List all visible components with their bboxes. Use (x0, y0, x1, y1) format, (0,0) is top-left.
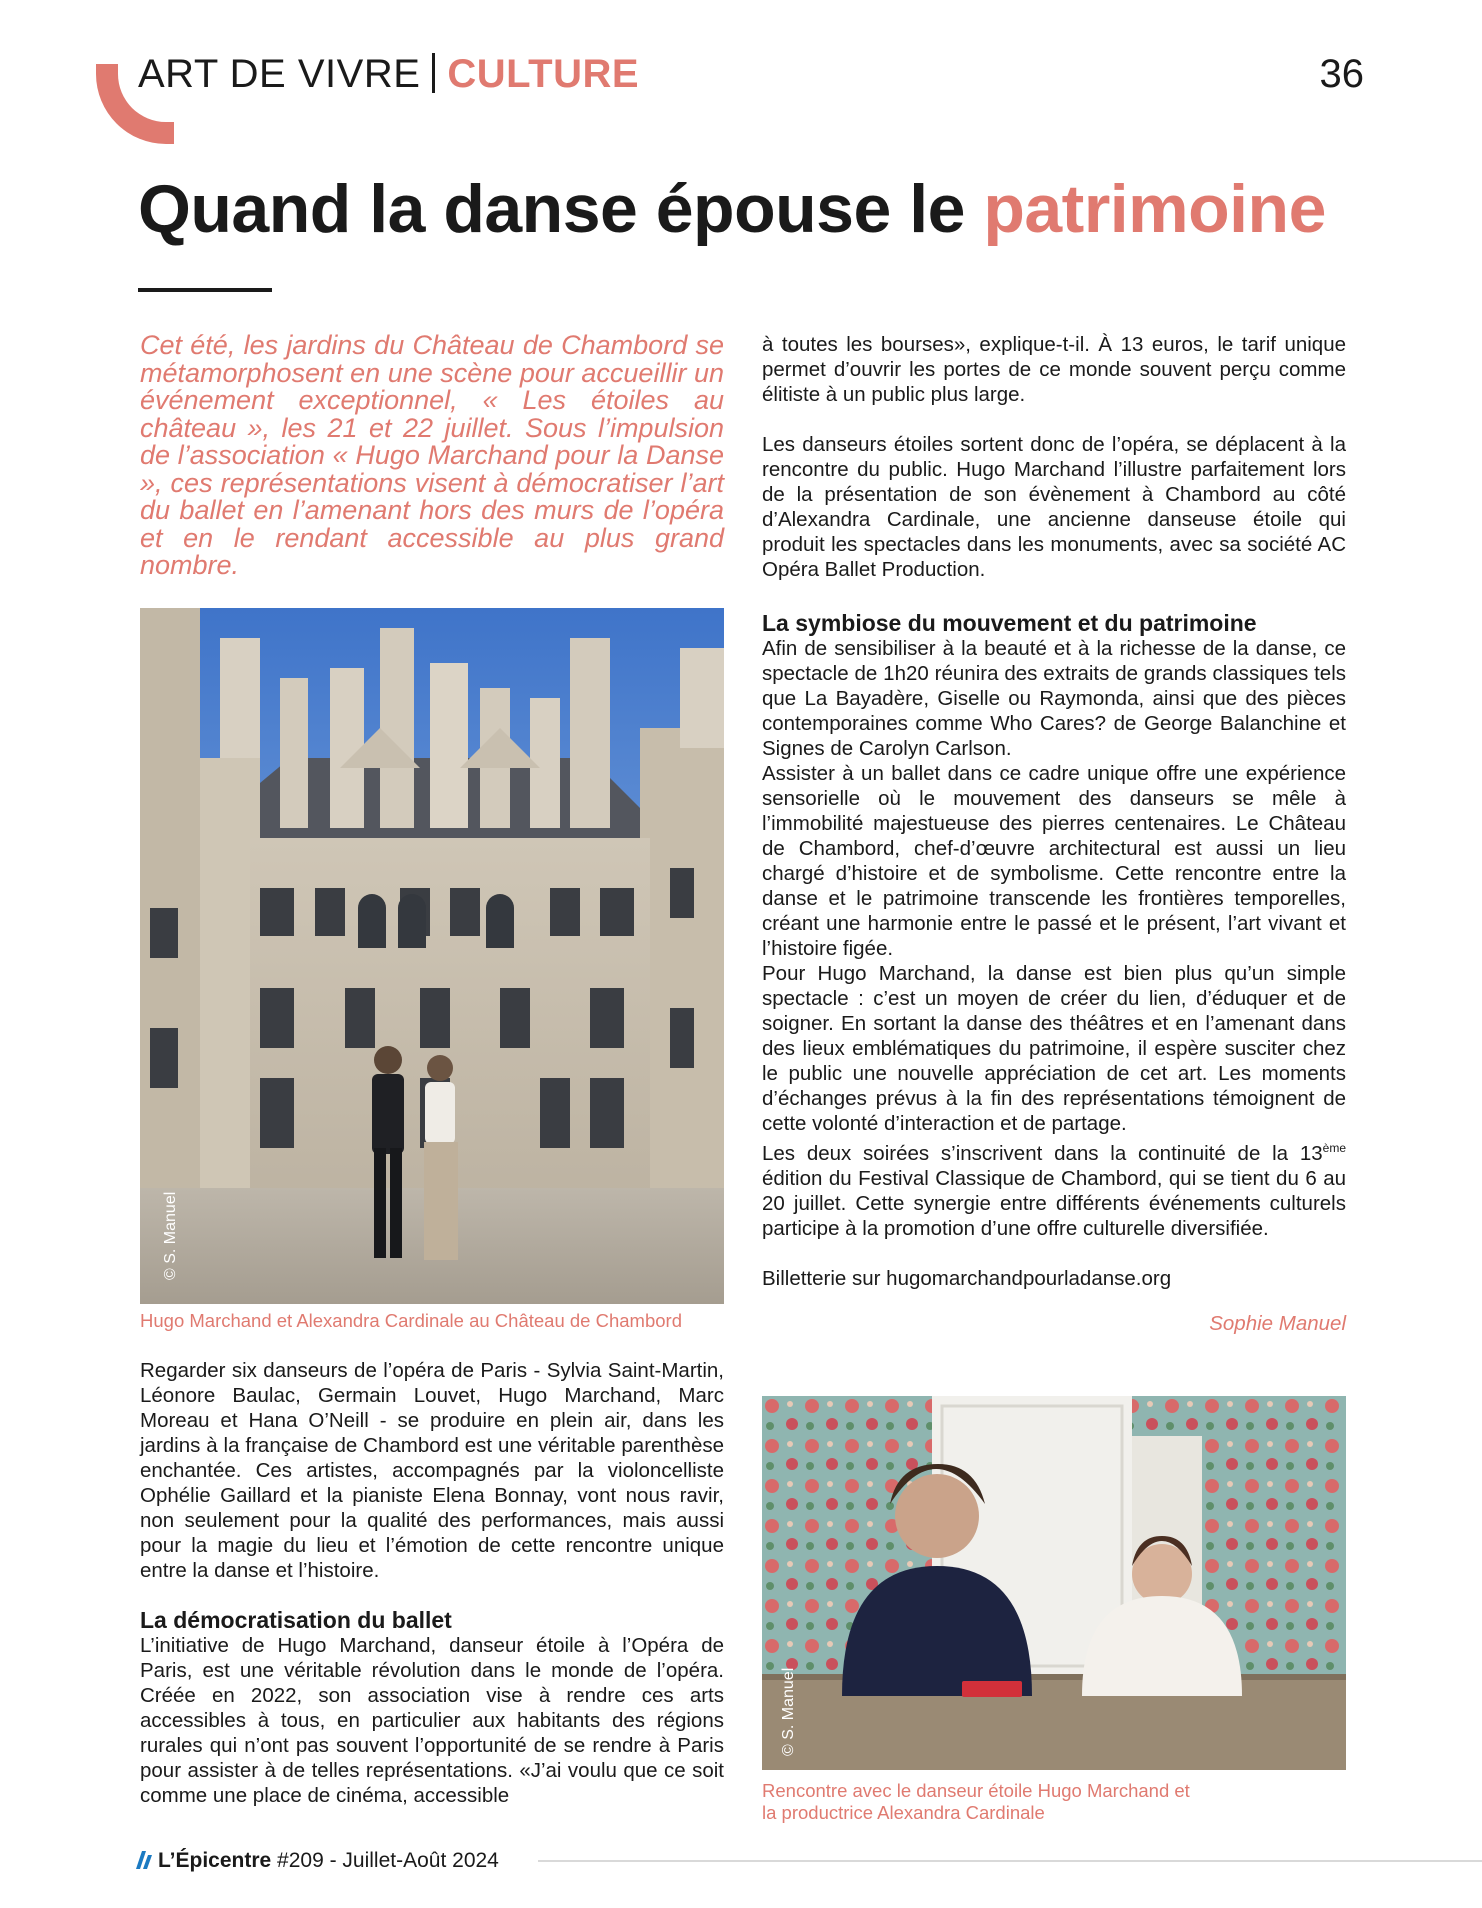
left-column-body (140, 1358, 724, 1808)
left-paragraph-1: Regarder six danseurs de l’opéra de Paris - Sylvia Saint-Martin, Léonore Baulac, Germain Louvet, Hugo Marchand, Marc Moreau et Hana O’Neill - se produire en plein air, dans les jardins à la française de Chambord est une véritable parenthèse enchantée. Ces artistes, accompagnés par la violoncelliste Ophélie Gaillard et la pianiste Elena Bonnay, vont nous ravir, non seulement pour la qualité des performances, mais aussi pour la magie du lieu et l’émotion de cette rencontre unique entre la danse et l’histoire. (140, 1359, 724, 1582)
photo2-caption (762, 1780, 1346, 1824)
section-label: ART DE VIVRE (138, 52, 421, 96)
photo1-credit: © S. Manuel (162, 1191, 179, 1280)
lead-paragraph: Cet été, les jardins du Château de Chambord se métamorphosent en une scène pour accueillir un événement exceptionnel, « Les étoiles au château », les 21 et 22 juillet. Sous l’impulsion de l’association « Hugo Marchand pour la Danse », ces représentations visent à démocratiser l’art du ballet en l’amenant hors des murs de l’opéra et en le rendant accessible au plus grand nombre. (140, 330, 724, 580)
photo-press-meeting (762, 1396, 1346, 1770)
rubric-divider (432, 53, 435, 93)
epicentre-logo-icon (134, 1849, 154, 1871)
photo2-credit: © S. Manuel (780, 1667, 797, 1756)
subhead-democratisation: La démocratisation du ballet (140, 1607, 452, 1633)
title-underline (138, 288, 272, 292)
footer-rule (538, 1860, 1482, 1862)
paragraph6-superscript: ème (1322, 1141, 1346, 1155)
right-paragraph-6 (762, 1136, 1346, 1241)
title-highlight: patrimoine (983, 171, 1326, 247)
ticketing-link[interactable]: Billetterie sur hugomarchandpourladanse.org (762, 1266, 1172, 1290)
footer-issue (158, 1849, 499, 1873)
chambord-illustration (140, 608, 724, 1304)
section-rubric (138, 52, 639, 97)
right-paragraph-3: Afin de sensibiliser à la beauté et à la richesse de la danse, ce spectacle de 1h20 réunira des extraits de grands classiques tels que La Bayadère, Giselle ou Raymonda, ainsi que des pièces contemporaines comme Who Cares? de George Balanchine et Signes de Carolyn Carlson. (762, 637, 1346, 760)
photo1-caption: Hugo Marchand et Alexandra Cardinale au Château de Chambord (140, 1310, 682, 1331)
footer-brand: L’Épicentre (158, 1849, 272, 1872)
right-paragraph-4: Assister à un ballet dans ce cadre unique offre une expérience sensorielle où le mouvement des danseurs se mêle à l’immobilité majestueuse des pierres centenaires. Le Château de Chambord, chef-d’œuvre architectural est aussi un lieu chargé d’histoire et de symbolisme. Cette rencontre entre la danse et le patrimoine transcende les frontières temporelles, créant une harmonie entre le passé et le présent, l’art vivant et l’histoire figée. (762, 762, 1346, 960)
right-paragraph-1: à toutes les bourses», explique-t-il. À 13 euros, le tarif unique permet d’ouvrir les portes de ce monde souvent perçu comme élitiste à un public plus large. (762, 333, 1346, 406)
photo2-caption-line2: la productrice Alexandra Cardinale (762, 1802, 1045, 1823)
right-paragraph-2: Les danseurs étoiles sortent donc de l’opéra, se déplacent à la rencontre du public. Hugo Marchand l’illustre parfaitement lors de la présentation de son évènement à Chambord au côté d’Alexandra Cardinale, une ancienne danseuse étoile qui produit les spectacles dans les monuments, avec sa société AC Opéra Ballet Production. (762, 433, 1346, 581)
right-paragraph-5: Pour Hugo Marchand, la danse est bien plus qu’un simple spectacle : c’est un moyen de créer du lien, d’éduquer et de soigner. En sortant la danse des théâtres et en l’amenant dans des lieux emblématiques du patrimoine, il espère susciter chez le public une nouvelle appréciation de cet art. Les moments d’échanges prévus à la fin des représentations témoignent de cette volonté d’interaction et de partage. (762, 962, 1346, 1135)
subhead-symbiose: La symbiose du mouvement et du patrimoine (762, 610, 1257, 636)
category-label: CULTURE (447, 52, 640, 96)
article-author: Sophie Manuel (1209, 1311, 1346, 1335)
paragraph6-start: Les deux soirées s’inscrivent dans la continuité de la 13 (762, 1141, 1323, 1165)
article-title (138, 170, 1326, 248)
paragraph6-end: édition du Festival Classique de Chambord, qui se tient du 6 au 20 juillet. Cette synergie entre différents événements culturels participe à la promotion d’une offre culturelle diversifiée. (762, 1166, 1346, 1240)
right-column-body (762, 332, 1346, 1336)
meeting-illustration (762, 1396, 1346, 1770)
photo-chambord (140, 608, 724, 1304)
title-main: Quand la danse épouse le (138, 171, 984, 247)
page-number: 36 (1319, 52, 1364, 96)
footer-issue-text: #209 - Juillet-Août 2024 (271, 1849, 499, 1872)
left-paragraph-2: L’initiative de Hugo Marchand, danseur étoile à l’Opéra de Paris, est une véritable révolution dans le monde de l’opéra. Créée en 2022, son association vise à rendre ces arts accessibles à tous, en particulier aux habitants des régions rurales qui n’ont pas souvent l’opportunité de se rendre à Paris pour assister à de telles représentations. «J’ai voulu que ce soit comme une place de cinéma, accessible (140, 1634, 724, 1807)
photo2-caption-line1: Rencontre avec le danseur étoile Hugo Marchand et (762, 1780, 1190, 1801)
